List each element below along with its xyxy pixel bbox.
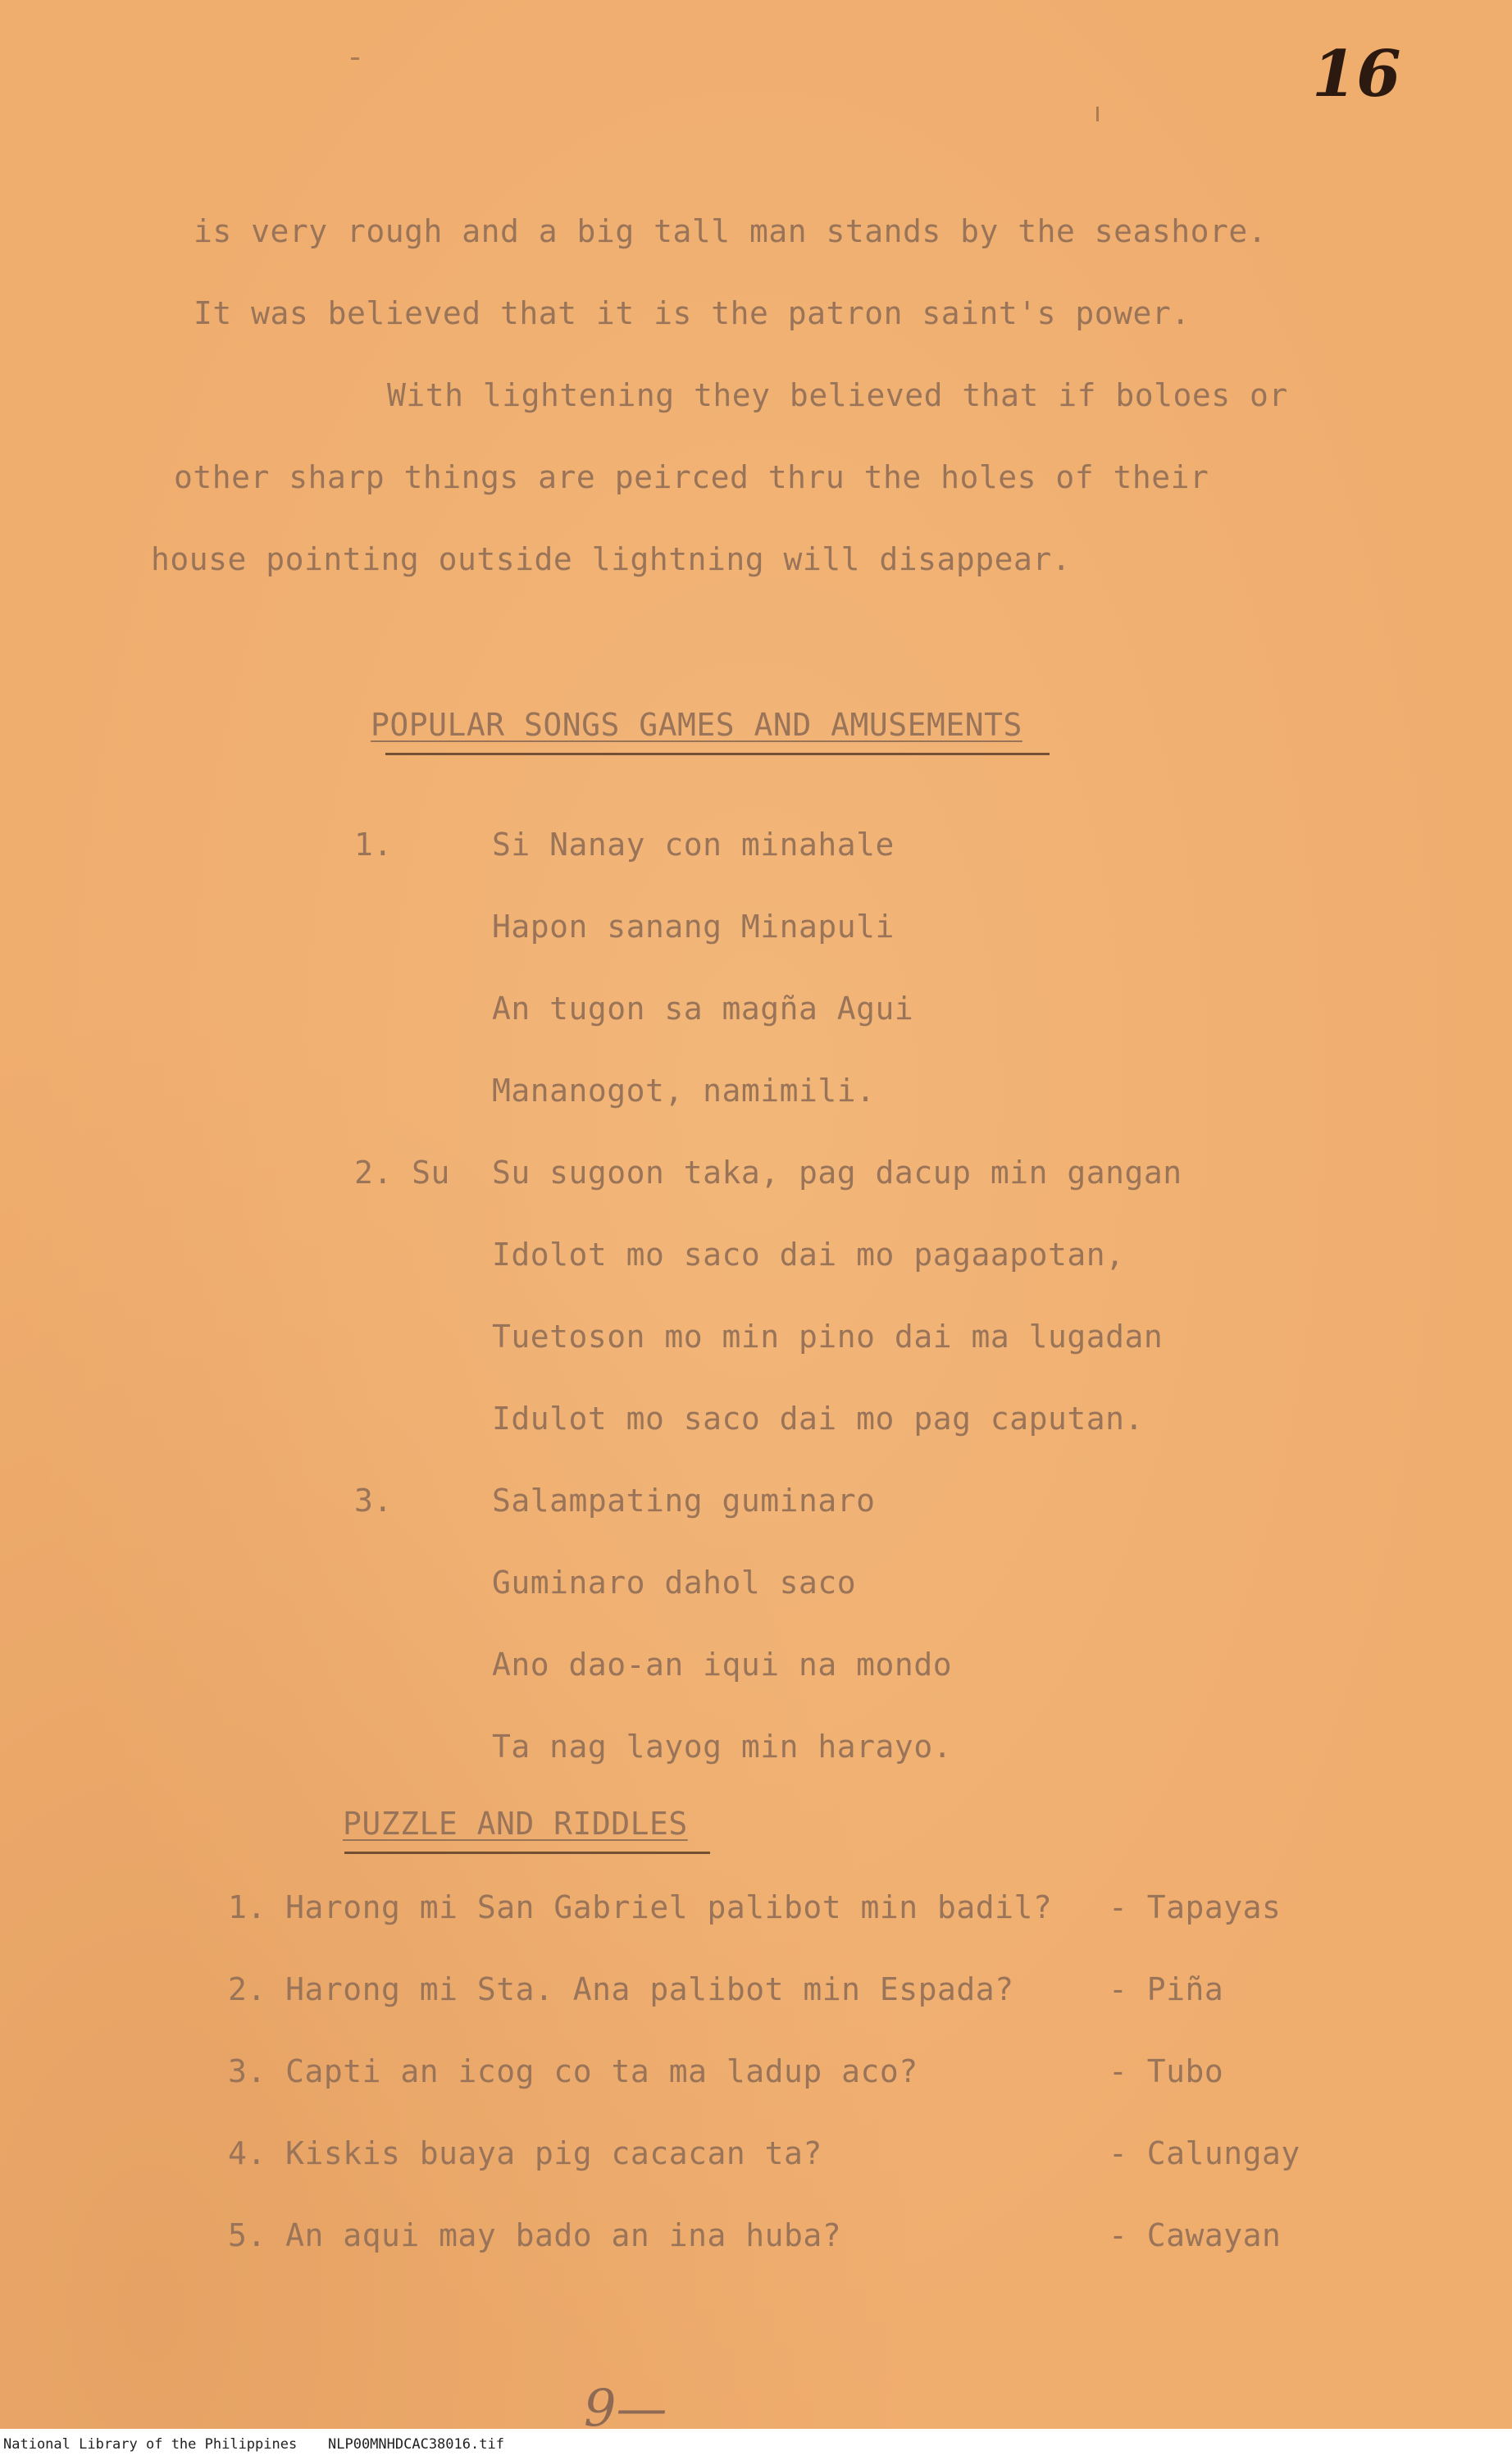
song-line: Ano dao-an iqui na mondo	[492, 1647, 953, 1683]
heading-underline	[385, 753, 1050, 755]
song-line: An tugon sa magña Agui	[492, 991, 914, 1027]
song-number: 1.	[354, 827, 393, 863]
song-number: 3.	[354, 1483, 393, 1519]
heading-underline	[344, 1852, 710, 1854]
paragraph-line: It was believed that it is the patron saint's power.	[194, 295, 1191, 331]
footer-institution: National Library of the Philippines	[3, 2436, 298, 2453]
song-number: 2. Su	[354, 1155, 450, 1191]
pencil-page-number	[584, 2378, 667, 2429]
footer-bar	[0, 2429, 1512, 2460]
footer-file-id: NLP00MNHDCAC38016.tif	[328, 2436, 504, 2453]
stray-mark	[1096, 107, 1099, 121]
song-line: Idulot mo saco dai mo pag caputan.	[492, 1401, 1144, 1437]
song-line: Si Nanay con minahale	[492, 827, 895, 863]
page-number: 16	[1312, 37, 1401, 112]
paragraph-line: is very rough and a big tall man stands by the seashore.	[194, 213, 1268, 249]
song-line: Tuetoson mo min pino dai ma lugadan	[492, 1319, 1164, 1355]
riddle-question: 1. Harong mi San Gabriel palibot min badil?	[228, 1889, 1053, 1925]
riddle-question: 5. An aqui may bado an ina huba?	[228, 2217, 842, 2253]
riddle-answer: - Tubo	[1109, 2053, 1224, 2089]
riddle-answer: - Tapayas	[1109, 1889, 1282, 1925]
song-line: Su sugoon taka, pag dacup min gangan	[492, 1155, 1182, 1191]
riddle-question: 4. Kiskis buaya pig cacacan ta?	[228, 2135, 822, 2171]
song-line: Idolot mo saco dai mo pagaapotan,	[492, 1237, 1125, 1273]
pencil-dash: —	[616, 2378, 667, 2429]
song-line: Guminaro dahol saco	[492, 1565, 857, 1601]
riddle-question: 3. Capti an icog co ta ma ladup aco?	[228, 2053, 918, 2089]
song-line: Ta nag layog min harayo.	[492, 1729, 953, 1765]
song-line: Hapon sanang Minapuli	[492, 909, 895, 945]
riddle-answer: - Cawayan	[1109, 2217, 1282, 2253]
riddle-question: 2. Harong mi Sta. Ana palibot min Espada?	[228, 1971, 1014, 2007]
songs-heading: POPULAR SONGS GAMES AND AMUSEMENTS	[371, 707, 1022, 743]
paragraph-line: other sharp things are peirced thru the holes of their	[174, 459, 1209, 495]
riddles-heading: PUZZLE AND RIDDLES	[343, 1806, 688, 1842]
pencil-number-text: 9	[584, 2378, 617, 2429]
song-line: Mananogot, namimili.	[492, 1073, 876, 1109]
riddle-answer: - Calungay	[1109, 2135, 1300, 2171]
stray-mark	[351, 57, 359, 60]
paragraph-line: With lightening they believed that if boloes or	[387, 377, 1288, 413]
song-line: Salampating guminaro	[492, 1483, 876, 1519]
paragraph-line: house pointing outside lightning will disappear.	[151, 541, 1072, 577]
riddle-answer: - Piña	[1109, 1971, 1224, 2007]
